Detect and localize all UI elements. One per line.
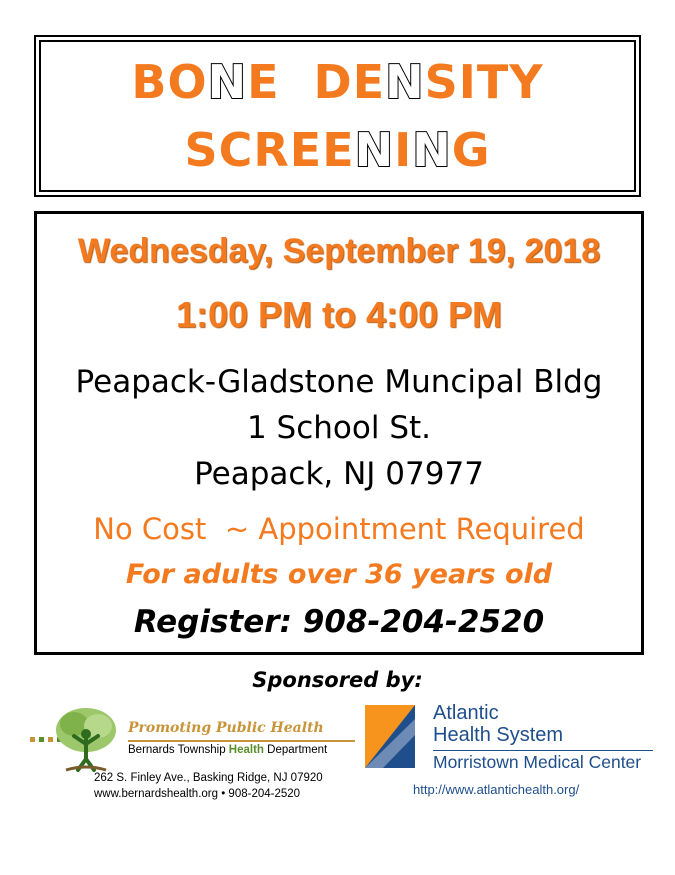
event-street: 1 School St. [246,410,432,446]
title-text: E DE [247,55,386,109]
title-text: SCREE [184,123,355,177]
title-line-2 [36,123,639,177]
atlantic-url-link[interactable]: http://www.atlantichealth.org/ [413,782,580,797]
event-venue: Peapack-Gladstone Muncipal Bldg [75,364,603,400]
title-text: BO [131,55,208,109]
bernards-department: Bernards Township Health Department [128,744,328,756]
title-text: SITY [424,55,544,109]
event-city: Peapack, NJ 07977 [194,456,484,492]
event-cost: No Cost ~ Appointment Required [93,512,585,546]
event-date: Wednesday, September 19, 2018 [77,232,601,270]
title-text: G [451,123,491,177]
atlantic-divider [433,750,653,751]
bone-letter-icon: N [354,123,395,177]
tree-person-logo-icon [46,704,126,774]
bone-letter-icon: N [412,123,452,177]
atlantic-name-line1: Atlantic [433,702,499,724]
atlantic-name-line2: Health System [433,724,564,746]
sponsored-heading: Sponsored by: [252,668,423,692]
register-phone[interactable]: Register: 908-204-2520 [133,604,545,640]
bernards-address: 262 S. Finley Ave., Basking Ridge, NJ 07920 [94,772,323,784]
bernards-health-logo [30,700,360,810]
atlantic-center-name: Morristown Medical Center [433,752,642,772]
event-info-box [34,211,644,655]
bernards-divider [128,740,355,742]
event-time: 1:00 PM to 4:00 PM [175,294,503,335]
atlantic-health-logo [365,700,660,810]
event-eligibility: For adults over 36 years old [125,559,553,590]
bone-letter-icon: N [207,55,248,109]
bone-letter-icon: N [385,55,425,109]
bernards-tagline: Promoting Public Health [128,720,324,736]
bernards-contact[interactable]: www.bernardshealth.org • 908-204-2520 [94,788,301,800]
title-line-1 [36,55,639,109]
title-box [34,35,641,197]
atlantic-health-mark-icon [365,705,415,768]
title-text: I [394,123,413,177]
